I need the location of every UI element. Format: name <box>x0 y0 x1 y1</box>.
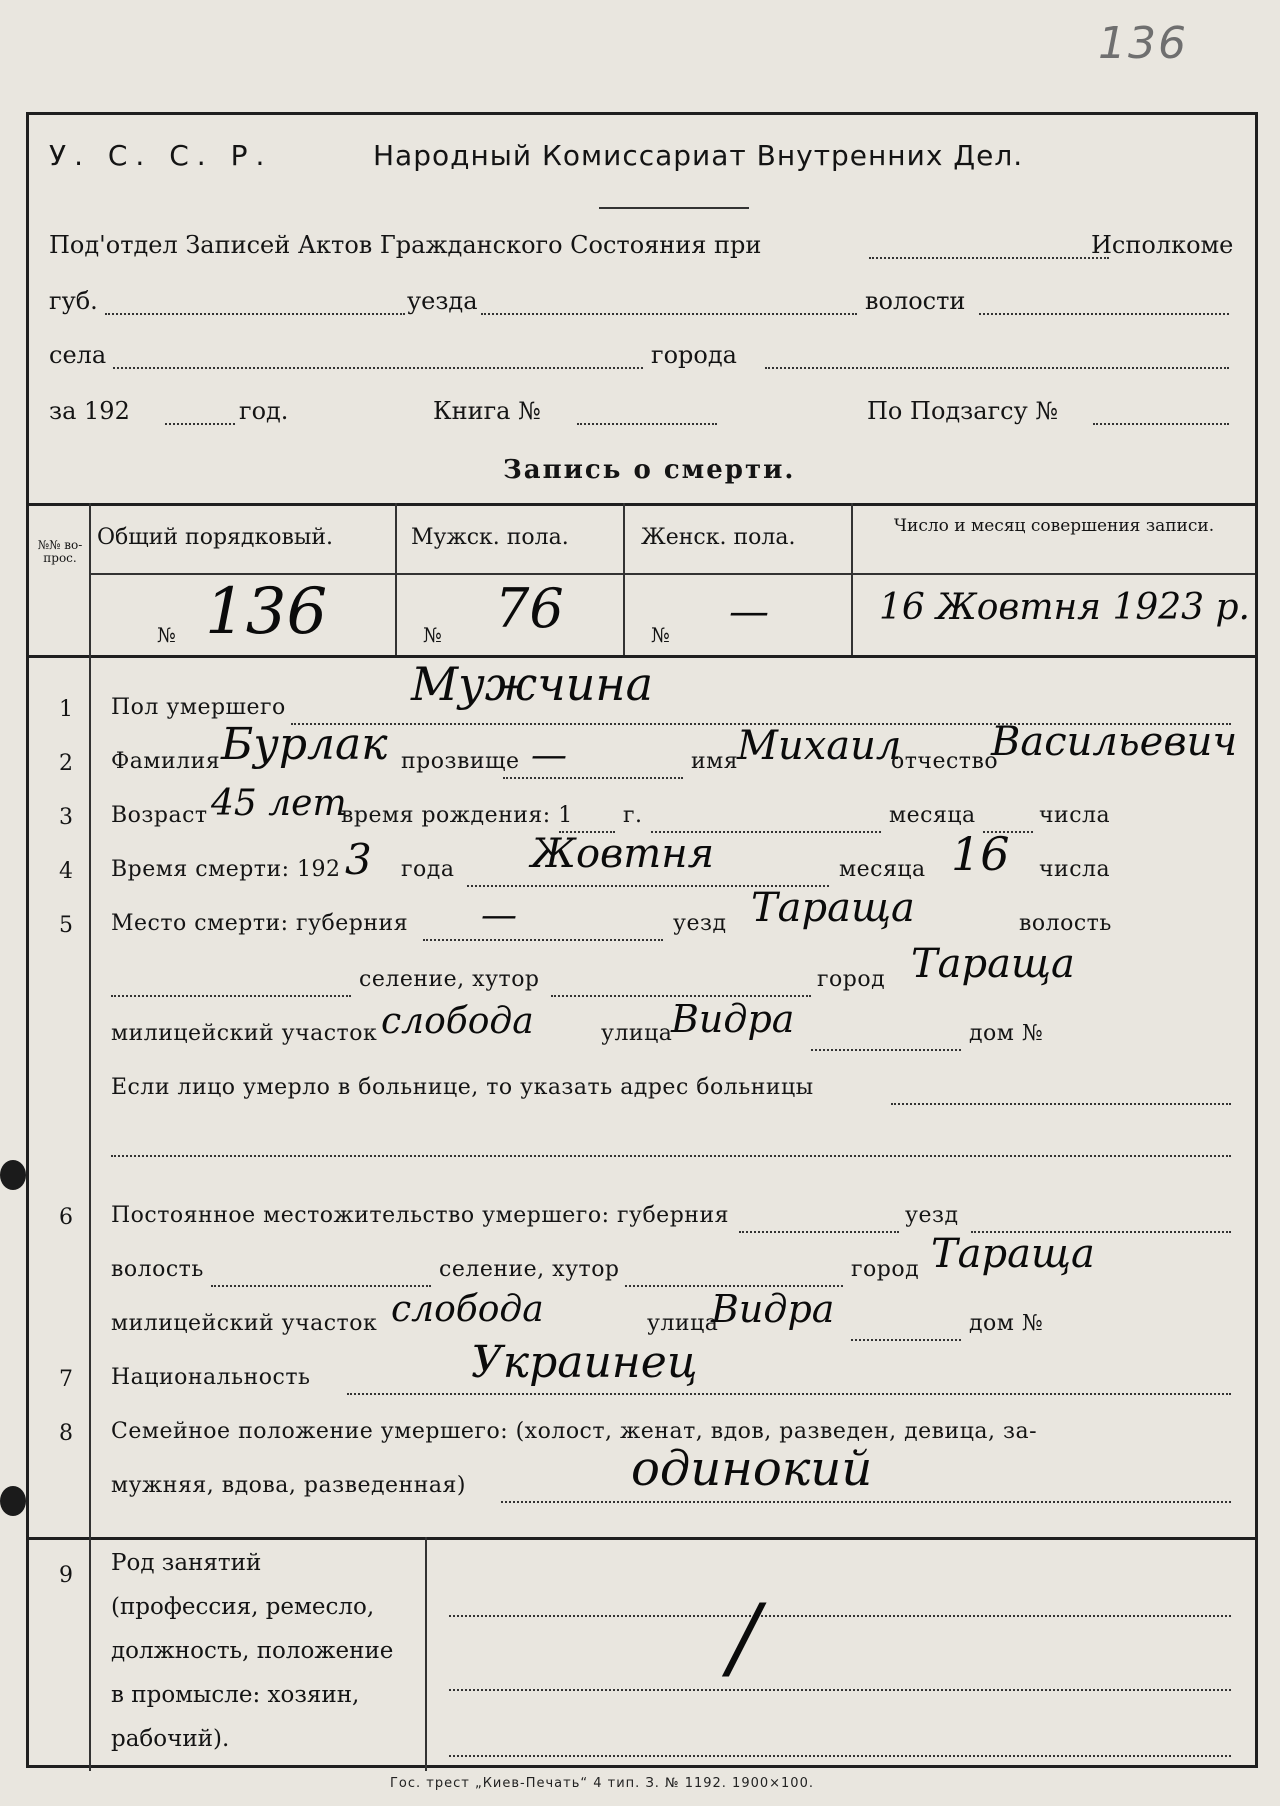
death-settlement-line <box>111 995 351 997</box>
residence-settlement-label: селение, хутор <box>439 1257 620 1282</box>
age-value: 45 лет <box>211 783 347 824</box>
question-number-header: №№ во- прос. <box>37 538 83 565</box>
general-number-value: 136 <box>205 575 328 649</box>
no-sign: № <box>651 623 670 647</box>
residence-city-label: город <box>851 1257 920 1282</box>
sex-value: Мужчина <box>411 657 654 711</box>
birth-day-label: числа <box>1039 803 1111 828</box>
death-day-value: 16 <box>951 827 1010 881</box>
republic-title: У. С. С. Р. <box>49 139 273 172</box>
marital-label-2: мужняя, вдова, разведенная) <box>111 1473 466 1498</box>
birth-month-label: месяца <box>889 803 976 828</box>
number-column-divider <box>89 655 91 1655</box>
record-title: Запись о смерти. <box>503 455 796 485</box>
death-street-value: Видра <box>671 997 795 1041</box>
death-year-label: года <box>401 857 455 882</box>
field-number: 5 <box>59 913 73 938</box>
table-top-rule <box>29 503 1255 506</box>
occupation-label: Род занятий (профессия, ремесло, должность, положение в промысле: хозяин, рабочий). <box>111 1550 394 1752</box>
punch-hole <box>0 1486 26 1516</box>
commissariat-title: Народный Комиссариат Внутренних Дел. <box>373 139 1024 172</box>
year-line <box>165 423 235 425</box>
subdept-label: Под'отдел Записей Актов Гражданского Состояния при <box>49 231 762 259</box>
name-value: Михаил <box>737 723 902 769</box>
nickname-value: — <box>531 735 567 776</box>
divider <box>599 207 749 209</box>
death-street-label: улица <box>601 1021 673 1046</box>
field-number: 2 <box>59 751 73 776</box>
death-militia-value: слобода <box>381 1001 534 1042</box>
col-divider <box>851 503 853 655</box>
no-sign: № <box>423 623 442 647</box>
marital-value: одинокий <box>631 1441 873 1497</box>
surname-value: Бурлак <box>221 719 388 770</box>
birth-year-suffix: г. <box>623 803 643 828</box>
general-number-header: Общий порядковый. <box>97 525 334 550</box>
record-date-value: 16 Жовтня 1923 р. <box>879 587 1251 628</box>
year-suffix: год. <box>239 397 289 425</box>
male-header: Мужск. пола. <box>411 525 569 550</box>
col-divider <box>89 503 91 655</box>
volost-label: волости <box>865 287 966 315</box>
death-city-value: Тараща <box>911 941 1075 987</box>
residence-volost-label: волость <box>111 1257 204 1282</box>
surname-label: Фамилия <box>111 749 221 774</box>
residence-gub-line <box>739 1231 899 1233</box>
field-number: 4 <box>59 859 73 884</box>
no-sign: № <box>157 623 176 647</box>
uezd-line <box>481 313 857 315</box>
death-place-label: Место смерти: губерния <box>111 911 409 936</box>
residence-street-line <box>851 1339 961 1341</box>
executive-label: Исполкоме <box>1091 231 1234 259</box>
printer-imprint: Гос. трест „Киев-Печать“ 4 тип. З. № 1192. 1900×100. <box>390 1776 814 1791</box>
field-number: 9 <box>59 1563 73 1588</box>
col-divider <box>425 1537 427 1771</box>
gub-label: губ. <box>49 287 98 315</box>
occupation-rule <box>29 1537 1255 1540</box>
uezd-label: уезда <box>407 287 478 315</box>
field-number: 7 <box>59 1367 73 1392</box>
nationality-line <box>347 1393 1231 1395</box>
col-divider <box>89 1537 91 1771</box>
gorod-label: города <box>651 341 737 369</box>
sex-label: Пол умершего <box>111 695 286 720</box>
gorod-line <box>765 367 1229 369</box>
death-house-label: дом № <box>969 1021 1044 1046</box>
gub-line <box>105 313 405 315</box>
field-number: 1 <box>59 697 73 722</box>
male-number-value: 76 <box>495 577 564 640</box>
col-divider <box>623 503 625 655</box>
occupation-line <box>449 1615 1231 1617</box>
death-time-label: Время смерти: 192 <box>111 857 341 882</box>
death-month-label: месяца <box>839 857 926 882</box>
hospital-line-2 <box>111 1155 1231 1157</box>
subregistry-label: По Подзагсу № <box>867 397 1059 425</box>
death-year-value: 3 <box>345 835 372 884</box>
subdept-line <box>869 257 1109 259</box>
female-number-value: — <box>729 589 769 635</box>
subregistry-line <box>1093 423 1229 425</box>
field-number: 3 <box>59 805 73 830</box>
age-label: Возраст <box>111 803 208 828</box>
field-number: 6 <box>59 1205 73 1230</box>
nationality-label: Национальность <box>111 1365 311 1390</box>
punch-hole <box>0 1160 26 1190</box>
nickname-label: прозвище <box>401 749 520 774</box>
page-number: 136 <box>1098 18 1188 69</box>
selo-line <box>113 367 643 369</box>
death-volost-label: волость <box>1019 911 1112 936</box>
residence-militia-value: слобода <box>391 1289 544 1330</box>
book-line <box>577 423 717 425</box>
patronymic-value: Васильевич <box>991 719 1238 765</box>
name-label: имя <box>691 749 739 774</box>
occupation-line <box>449 1689 1231 1691</box>
marital-line <box>501 1501 1231 1503</box>
residence-label: Постоянное местожительство умершего: губерния <box>111 1203 729 1228</box>
death-month-value: Жовтня <box>531 831 715 877</box>
death-gub-line <box>423 939 663 941</box>
selo-label: села <box>49 341 107 369</box>
death-day-label: числа <box>1039 857 1111 882</box>
book-label: Книга № <box>433 397 541 425</box>
death-record-form <box>26 112 1258 1768</box>
nickname-line <box>503 777 683 779</box>
birth-label: время рождения: 1 <box>341 803 573 828</box>
hospital-line <box>891 1103 1231 1105</box>
residence-volost-line <box>211 1285 431 1287</box>
residence-uezd-label: уезд <box>905 1203 959 1228</box>
death-settlement-label: селение, хутор <box>359 967 540 992</box>
residence-street-value: Видра <box>711 1287 835 1331</box>
patronymic-label: отчество <box>891 749 999 774</box>
death-gub-value: — <box>481 895 517 936</box>
residence-street-label: улица <box>647 1311 719 1336</box>
record-date-header: Число и месяц совершения записи. <box>893 516 1215 536</box>
year-prefix: за 192 <box>49 397 130 425</box>
residence-house-label: дом № <box>969 1311 1044 1336</box>
occupation-value: / <box>729 1585 760 1690</box>
field-number: 8 <box>59 1421 73 1446</box>
hospital-label: Если лицо умерло в больнице, то указать адрес больницы <box>111 1075 814 1100</box>
death-street-line <box>811 1049 961 1051</box>
residence-militia-label: милицейский участок <box>111 1311 378 1336</box>
volost-line <box>979 313 1229 315</box>
death-uezd-label: уезд <box>673 911 727 936</box>
residence-city-value: Тараща <box>931 1231 1095 1277</box>
occupation-line <box>449 1755 1231 1757</box>
death-city-label: город <box>817 967 886 992</box>
female-header: Женск. пола. <box>641 525 796 550</box>
marital-label: Семейное положение умершего: (холост, женат, вдов, разведен, девица, за- <box>111 1419 1038 1444</box>
nationality-value: Украинец <box>471 1337 698 1388</box>
death-uezd-value: Тараща <box>751 885 915 931</box>
death-militia-label: милицейский участок <box>111 1021 378 1046</box>
col-divider <box>395 503 397 655</box>
